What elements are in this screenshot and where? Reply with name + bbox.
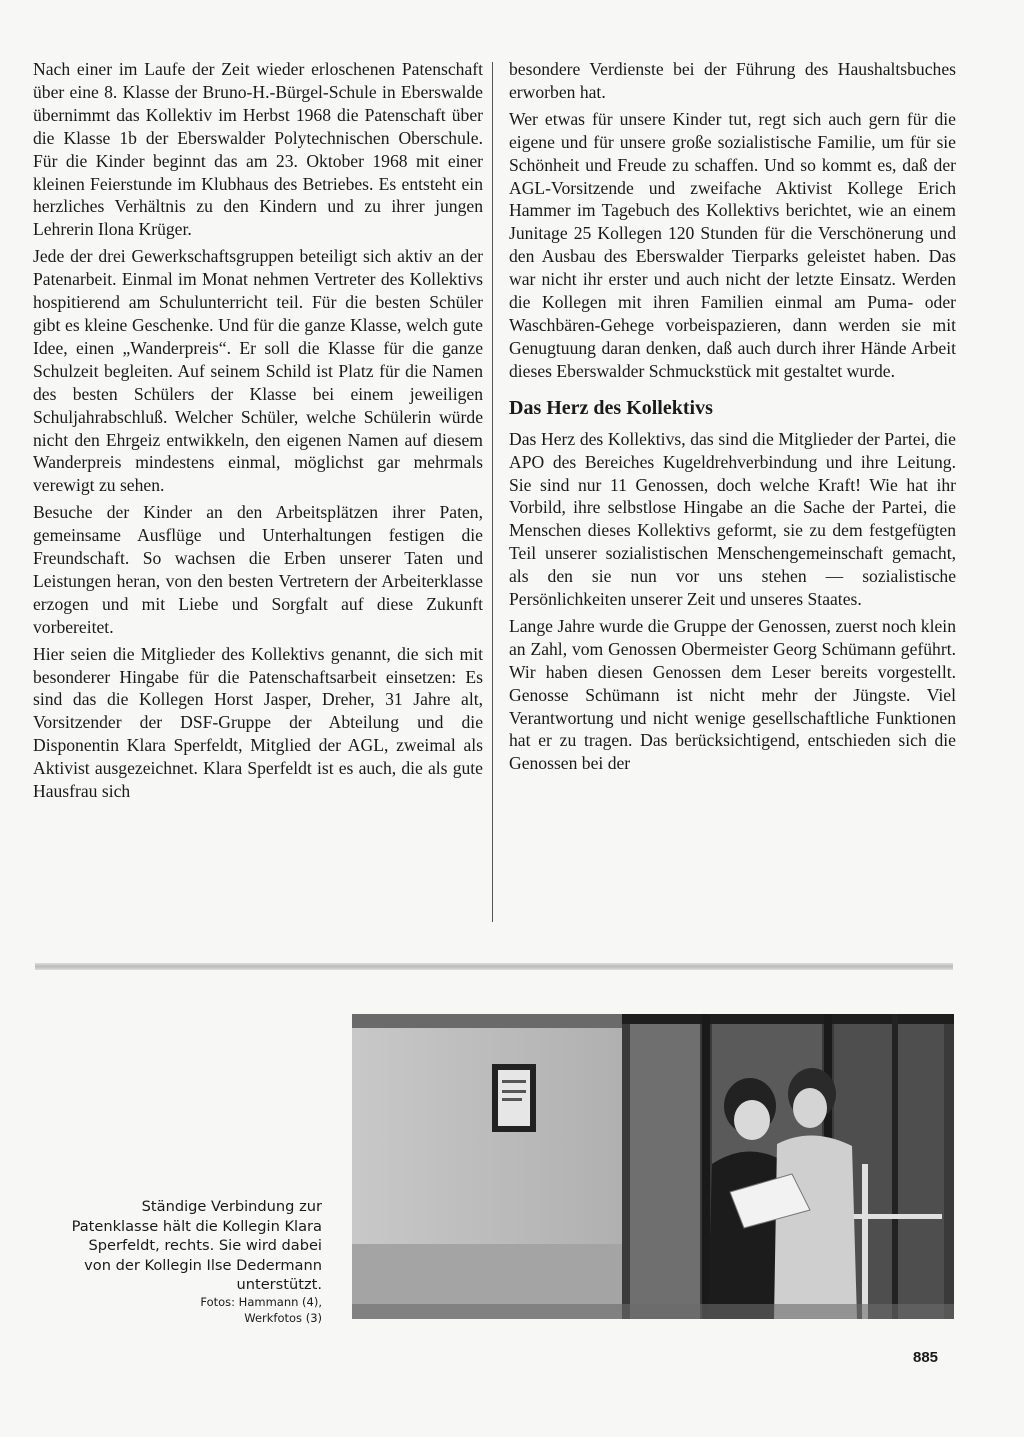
paragraph: besondere Verdienste bei der Führung des Haushaltsbuches erworben hat. bbox=[509, 59, 956, 102]
right-column bbox=[509, 58, 956, 779]
paragraph: Wer etwas für unsere Kinder tut, regt sich auch gern für die eigene und für unsere große sozialistische Familie, um für sie Schönheit und Freude zu schaffen. Und so kommt es, daß der AGL-Vorsitzende und zweifache Aktivist Kollege Erich Hammer im Tagebuch des Kollektivs berichtet, wie an einem Junitage 25 Kollegen 120 Stunden für die Verschönerung und den Ausbau des Eberswalder Tierparks geleistet haben. Das war nicht ihr erster und auch nicht der letzte Einsatz. Werden die Kollegen mit ihren Familien einmal am Puma- oder Waschbären-Gehege vorbeispazieren, dann werden sie mit Genugtuung daran denken, daß auch durch ihrer Hände Arbeit dieses Eberswalder Schmuckstück mit gestaltet wurde. bbox=[509, 108, 956, 381]
section-heading: Das Herz des Kollektivs bbox=[509, 396, 713, 419]
photo bbox=[352, 1014, 954, 1319]
photo-credit bbox=[130, 1294, 322, 1326]
page-number: 885 bbox=[913, 1349, 939, 1366]
photo-illustration bbox=[352, 1014, 954, 1319]
left-column bbox=[33, 58, 483, 807]
paragraph: Jede der drei Gewerkschaftsgruppen beteiligt sich aktiv an der Patenarbeit. Einmal im Monat nehmen Vertreter des Kollektivs hospitierend am Schulunterricht teil. Für die besten Schüler gibt es kleine Geschenke. Und für die ganze Klasse, welch gute Idee, einen „Wanderpreis“. Er soll die Klasse für die ganze Schulzeit begleiten. Auf seinem Schild ist Platz für die Namen des besten Schülers der Klasse bei einem jeweiligen Schuljahrabschluß. Welcher Schüler, welche Schülerin würde nicht den Ehrgeiz entwikkeln, den eigenen Namen auf diesem Wanderpreis mindestens einmal, möglichst gar mehrmals verewigt zu sehen. bbox=[33, 246, 483, 496]
paragraph: Besuche der Kinder an den Arbeitsplätzen ihrer Paten, gemeinsame Ausflüge und Unterhaltungen festigen die Freundschaft. So wachsen die Erben unserer Taten und Leistungen heran, von den besten Vertretern der Arbeiterklasse erzogen und mit Liebe und Sorgfalt auf diese Zukunft vorbereitet. bbox=[33, 502, 483, 637]
horizontal-rule bbox=[35, 963, 953, 970]
paragraph: Hier seien die Mitglieder des Kollektivs genannt, die sich mit besonderer Hingabe für die Patenschaftsarbeit einsetzen: Es sind das die Kollegen Horst Jasper, Dreher, 31 Jahre alt, Vorsitzender der DSF-Gruppe der Abteilung und die Disponentin Klara Sperfeldt, Mitglied der AGL, zweimal als Aktivist ausgezeichnet. Klara Sperfeldt ist es auch, die als gute Hausfrau sich bbox=[33, 643, 483, 802]
paragraph: Nach einer im Laufe der Zeit wieder erloschenen Patenschaft über eine 8. Klasse der Bruno-H.-Bürgel-Schule in Eberswalde übernimmt das Kollektiv im Herbst 1968 die Patenschaft über die Klasse 1b der Eberswalder Polytechnischen Oberschule. Für die Kinder beginnt das am 23. Oktober 1968 mit einer kleinen Feierstunde im Klubhaus des Betriebes. Es entsteht ein herzliches Verhältnis zu den Kindern und zu ihrer jungen Lehrerin Ilona Krüger. bbox=[33, 59, 483, 240]
photo-caption: Ständige Verbindung zur Patenklasse hält die Kollegin Klara Sperfeldt, rechts. Sie wird dabei von der Kollegin Ilse Dedermann unterstützt. bbox=[71, 1198, 322, 1293]
paragraph: Lange Jahre wurde die Gruppe der Genossen, zuerst noch klein an Zahl, vom Genossen Obermeister Georg Schümann geführt. Wir haben diesen Genossen dem Leser bereits vorgestellt. Genosse Schümann ist nicht mehr der Jüngste. Viel Verantwortung und nicht wenige gesellschaftliche Funktionen hat er zu tragen. Das berücksichtigend, entschieden sich die Genossen bei der bbox=[509, 615, 956, 774]
credit-line: Werkfotos (3) bbox=[244, 1311, 322, 1325]
paragraph: Das Herz des Kollektivs, das sind die Mitglieder der Partei, die APO des Bereiches Kugeldrehverbindung und ihre Leitung. Sie sind nur 11 Genossen, doch welche Kraft! Wie hat ihr Vorbild, ihre selbstlose Hingabe an die Sache der Partei, die Menschen dieses Kollektivs geformt, sie zu dem festgefügten Teil unserer sozialistischen Menschengemeinschaft gemacht, als den sie nun vor uns stehen — sozialistische Persönlichkeiten unserer Zeit und unseres Staates. bbox=[509, 428, 956, 610]
credit-line: Fotos: Hammann (4), bbox=[200, 1295, 322, 1309]
column-divider bbox=[492, 62, 493, 922]
